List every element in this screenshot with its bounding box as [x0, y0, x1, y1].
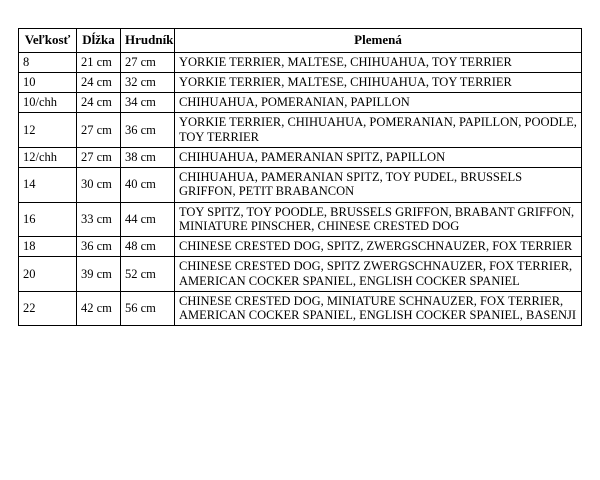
cell-chest: 36 cm	[121, 113, 175, 148]
table-row	[19, 202, 582, 237]
column-header-length: Dĺžka	[77, 29, 121, 53]
cell-chest: 32 cm	[121, 72, 175, 92]
table-row	[19, 147, 582, 167]
table-row	[19, 257, 582, 292]
cell-length: 24 cm	[77, 72, 121, 92]
cell-chest: 34 cm	[121, 93, 175, 113]
cell-breeds: CHIHUAHUA, PAMERANIAN SPITZ, PAPILLON	[175, 147, 582, 167]
cell-size: 10/chh	[19, 93, 77, 113]
cell-length: 27 cm	[77, 147, 121, 167]
cell-chest: 52 cm	[121, 257, 175, 292]
cell-size: 16	[19, 202, 77, 237]
cell-length: 21 cm	[77, 52, 121, 72]
cell-length: 24 cm	[77, 93, 121, 113]
cell-breeds: YORKIE TERRIER, MALTESE, CHIHUAHUA, TOY TERRIER	[175, 72, 582, 92]
cell-size: 22	[19, 291, 77, 326]
cell-size: 18	[19, 237, 77, 257]
cell-breeds: CHINESE CRESTED DOG, MINIATURE SCHNAUZER, FOX TERRIER, AMERICAN COCKER SPANIEL, ENGLISH COCKER SPANIEL, BASENJI	[175, 291, 582, 326]
cell-size: 14	[19, 168, 77, 203]
cell-chest: 56 cm	[121, 291, 175, 326]
cell-length: 30 cm	[77, 168, 121, 203]
table-row	[19, 113, 582, 148]
table-row	[19, 168, 582, 203]
table-row	[19, 93, 582, 113]
cell-breeds: CHIHUAHUA, PAMERANIAN SPITZ, TOY PUDEL, BRUSSELS GRIFFON, PETIT BRABANCON	[175, 168, 582, 203]
cell-chest: 48 cm	[121, 237, 175, 257]
cell-breeds: CHIHUAHUA, POMERANIAN, PAPILLON	[175, 93, 582, 113]
cell-length: 39 cm	[77, 257, 121, 292]
cell-length: 42 cm	[77, 291, 121, 326]
cell-breeds: YORKIE TERRIER, CHIHUAHUA, POMERANIAN, PAPILLON, POODLE, TOY TERRIER	[175, 113, 582, 148]
cell-length: 33 cm	[77, 202, 121, 237]
table-header	[19, 29, 582, 53]
cell-chest: 40 cm	[121, 168, 175, 203]
table-body	[19, 52, 582, 326]
cell-breeds: YORKIE TERRIER, MALTESE, CHIHUAHUA, TOY TERRIER	[175, 52, 582, 72]
cell-chest: 44 cm	[121, 202, 175, 237]
cell-size: 20	[19, 257, 77, 292]
cell-chest: 38 cm	[121, 147, 175, 167]
cell-size: 12/chh	[19, 147, 77, 167]
cell-size: 8	[19, 52, 77, 72]
table-row	[19, 72, 582, 92]
column-header-size: Veľkosť	[19, 29, 77, 53]
cell-chest: 27 cm	[121, 52, 175, 72]
dog-size-chart-table	[18, 28, 582, 326]
column-header-chest: Hrudník	[121, 29, 175, 53]
table-row	[19, 52, 582, 72]
column-header-breeds: Plemená	[175, 29, 582, 53]
cell-breeds: CHINESE CRESTED DOG, SPITZ ZWERGSCHNAUZER, FOX TERRIER, AMERICAN COCKER SPANIEL, ENGLISH COCKER SPANIEL	[175, 257, 582, 292]
cell-size: 12	[19, 113, 77, 148]
cell-breeds: CHINESE CRESTED DOG, SPITZ, ZWERGSCHNAUZER, FOX TERRIER	[175, 237, 582, 257]
table-row	[19, 237, 582, 257]
cell-breeds: TOY SPITZ, TOY POODLE, BRUSSELS GRIFFON, BRABANT GRIFFON, MINIATURE PINSCHER, CHINESE CRESTED DOG	[175, 202, 582, 237]
table-row	[19, 291, 582, 326]
cell-size: 10	[19, 72, 77, 92]
table-header-row	[19, 29, 582, 53]
cell-length: 27 cm	[77, 113, 121, 148]
cell-length: 36 cm	[77, 237, 121, 257]
